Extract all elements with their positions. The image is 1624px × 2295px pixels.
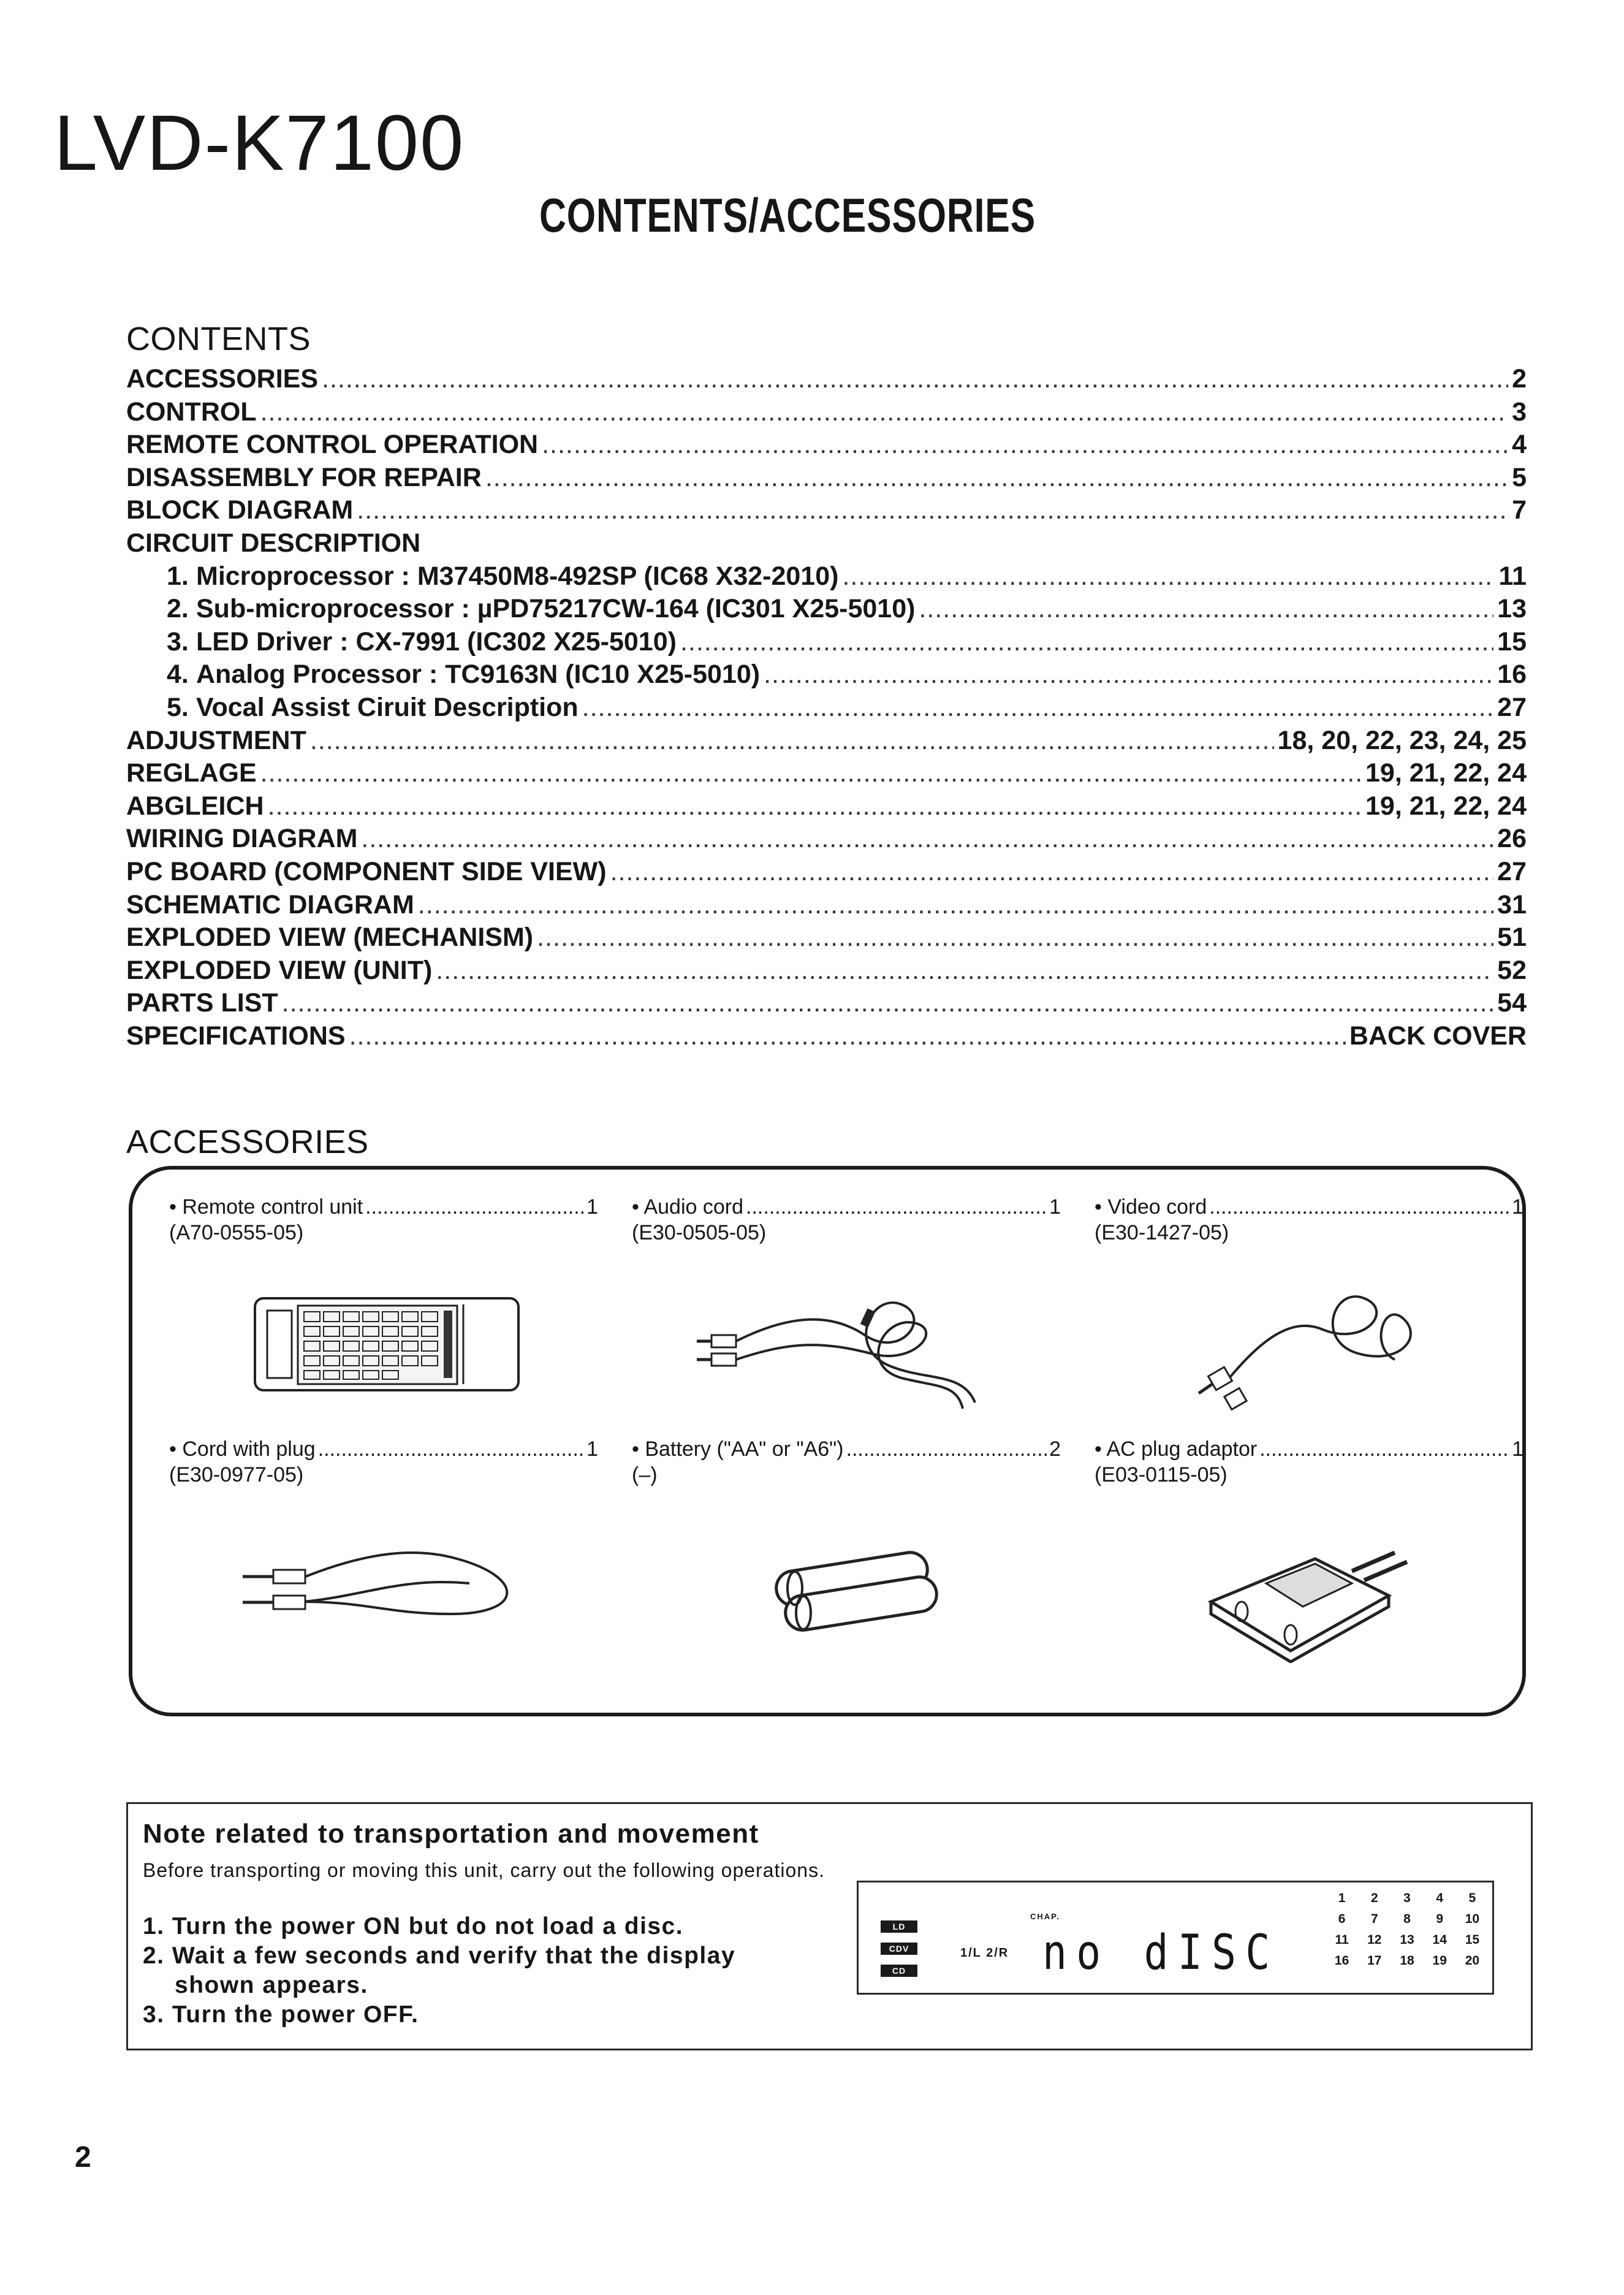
toc-subrow[interactable] — [126, 658, 1527, 691]
accessory-qty: 1 — [1512, 1437, 1523, 1461]
toc-row[interactable] — [126, 462, 1527, 495]
toc-page: 19, 21, 22, 24 — [1365, 758, 1527, 788]
page-number: 2 — [75, 2141, 91, 2174]
toc-label: ABGLEICH — [126, 791, 264, 821]
page-title: CONTENTS/ACCESSORIES — [539, 188, 1036, 242]
track-number: 16 — [1334, 1954, 1349, 1968]
note-step: 1. Turn the power ON but do not load a disc. — [143, 1913, 684, 1939]
toc-number: 4. — [167, 660, 189, 690]
toc-subrow[interactable] — [126, 560, 1527, 593]
toc-page: 27 — [1497, 692, 1527, 722]
toc-page: 54 — [1497, 988, 1527, 1018]
track-number: 2 — [1370, 1891, 1378, 1905]
track-number: 10 — [1465, 1912, 1480, 1926]
cord-with-plug-icon — [181, 1504, 586, 1663]
track-number: 1 — [1338, 1891, 1346, 1905]
toc-row[interactable] — [126, 987, 1527, 1020]
accessory-qty: 2 — [1049, 1437, 1061, 1461]
toc-page: 31 — [1497, 889, 1527, 919]
track-number: 12 — [1367, 1933, 1382, 1947]
toc-label: CIRCUIT DESCRIPTION — [126, 528, 421, 558]
accessory-qty: 1 — [586, 1437, 598, 1461]
toc-label: CONTROL — [126, 397, 257, 427]
toc-label: REMOTE CONTROL OPERATION — [126, 430, 539, 460]
contents-heading: CONTENTS — [126, 321, 311, 357]
note-step: 2. Wait a few seconds and verify that the display — [143, 1943, 736, 1969]
accessory-qty: 1 — [1049, 1195, 1061, 1219]
toc-number: 1. — [167, 561, 189, 591]
toc-label: SPECIFICATIONS — [126, 1021, 346, 1051]
model-name: LVD-K7100 — [54, 99, 465, 187]
toc-label: LED Driver : CX-7991 (IC302 X25-5010) — [196, 626, 677, 657]
toc-page: 15 — [1497, 626, 1527, 657]
note-title: Note related to transportation and movement — [143, 1819, 759, 1849]
accessory-qty: 1 — [586, 1195, 598, 1219]
battery-icon — [644, 1504, 1049, 1663]
accessory-part-number: (E30-0977-05) — [169, 1463, 304, 1486]
toc-row[interactable] — [126, 1020, 1527, 1053]
toc-row — [126, 527, 1527, 560]
display-message: no dISC — [1042, 1925, 1280, 1981]
track-number: 17 — [1367, 1954, 1382, 1968]
toc-page: 7 — [1512, 495, 1527, 525]
remote-control-icon — [181, 1262, 586, 1421]
track-number: 9 — [1436, 1912, 1444, 1926]
accessory-name: • Audio cord — [632, 1195, 744, 1219]
track-number: 7 — [1370, 1912, 1378, 1926]
accessory-cord-with-plug — [169, 1436, 598, 1675]
toc-label: Sub-microprocessor : µPD75217CW-164 (IC301 X25-5010) — [196, 594, 916, 624]
accessory-part-number: (A70-0555-05) — [169, 1221, 304, 1244]
toc-label: DISASSEMBLY FOR REPAIR — [126, 462, 482, 492]
track-number: 6 — [1338, 1912, 1346, 1926]
toc-row[interactable] — [126, 856, 1527, 889]
track-number: 5 — [1468, 1891, 1476, 1905]
accessory-battery — [632, 1436, 1061, 1675]
accessory-name: • AC plug adaptor — [1095, 1437, 1258, 1461]
note-intro: Before transporting or moving this unit, carry out the following operations. — [143, 1859, 825, 1881]
track-number: 13 — [1400, 1933, 1414, 1947]
toc-page: 3 — [1512, 397, 1527, 427]
toc-page: 13 — [1497, 594, 1527, 624]
toc-label: WIRING DIAGRAM — [126, 824, 358, 854]
toc-label: PC BOARD (COMPONENT SIDE VIEW) — [126, 856, 607, 886]
accessory-video-cord — [1095, 1194, 1523, 1433]
ld-indicator: LD — [881, 1920, 917, 1933]
accessory-part-number: (E30-0505-05) — [632, 1221, 767, 1244]
toc-row[interactable] — [126, 889, 1527, 922]
toc-page: 11 — [1498, 561, 1527, 591]
toc-page: 18, 20, 22, 23, 24, 25 — [1277, 725, 1527, 755]
track-number: 8 — [1403, 1912, 1411, 1926]
toc-row[interactable] — [126, 494, 1527, 527]
audio-cord-icon — [644, 1262, 1049, 1421]
accessory-part-number: (E30-1427-05) — [1095, 1221, 1229, 1244]
toc-label: BLOCK DIAGRAM — [126, 495, 354, 525]
track-number: 14 — [1432, 1933, 1447, 1947]
cdv-indicator: CDV — [881, 1943, 917, 1955]
toc-row[interactable] — [126, 725, 1527, 758]
toc-label: EXPLODED VIEW (MECHANISM) — [126, 923, 534, 953]
ac-plug-adaptor-icon — [1107, 1504, 1511, 1663]
accessory-audio-cord — [632, 1194, 1061, 1433]
note-step: 3. Turn the power OFF. — [143, 2001, 419, 2028]
toc-row[interactable] — [126, 954, 1527, 988]
accessory-ac-plug-adaptor — [1095, 1436, 1523, 1675]
track-number: 18 — [1400, 1954, 1414, 1968]
accessory-name: • Remote control unit — [169, 1195, 363, 1219]
toc-label: PARTS LIST — [126, 988, 278, 1018]
toc-label: Vocal Assist Ciruit Description — [196, 692, 579, 722]
toc-row[interactable] — [126, 428, 1527, 462]
channel-indicator: 1/L 2/R — [960, 1946, 1009, 1960]
toc-label: Analog Processor : TC9163N (IC10 X25-5010) — [196, 660, 761, 690]
accessory-name: • Video cord — [1095, 1195, 1207, 1219]
toc-page: 51 — [1497, 923, 1527, 953]
table-of-contents — [126, 363, 1527, 1052]
accessories-panel — [129, 1166, 1526, 1716]
toc-number: 5. — [167, 692, 189, 722]
track-number: 11 — [1335, 1933, 1349, 1947]
toc-row[interactable] — [126, 823, 1527, 856]
toc-subrow[interactable] — [126, 593, 1527, 626]
accessory-name: • Cord with plug — [169, 1437, 316, 1461]
track-number-grid — [1326, 1890, 1489, 1970]
chap-indicator: CHAP. — [1030, 1912, 1060, 1921]
toc-row[interactable] — [126, 363, 1527, 396]
accessory-qty: 1 — [1512, 1195, 1523, 1219]
toc-page: 52 — [1497, 955, 1527, 985]
toc-page: BACK COVER — [1349, 1021, 1527, 1051]
display-panel — [857, 1881, 1494, 1995]
track-number: 15 — [1465, 1933, 1480, 1947]
toc-page: 26 — [1497, 824, 1527, 854]
toc-page: 5 — [1512, 462, 1527, 492]
toc-label: SCHEMATIC DIAGRAM — [126, 889, 414, 919]
toc-label: ADJUSTMENT — [126, 725, 306, 755]
track-number: 4 — [1436, 1891, 1444, 1905]
note-step: shown appears. — [175, 1972, 368, 1998]
track-number: 19 — [1432, 1954, 1447, 1968]
toc-page: 4 — [1512, 430, 1527, 460]
toc-row[interactable] — [126, 757, 1527, 790]
toc-number: 2. — [167, 594, 189, 624]
toc-row[interactable] — [126, 921, 1527, 954]
toc-label: ACCESSORIES — [126, 364, 319, 394]
toc-subrow[interactable] — [126, 691, 1527, 725]
toc-page: 27 — [1497, 856, 1527, 886]
accessory-part-number: (E03-0115-05) — [1095, 1463, 1227, 1486]
cd-indicator: CD — [881, 1965, 917, 1977]
toc-subrow[interactable] — [126, 626, 1527, 659]
video-cord-icon — [1107, 1262, 1511, 1421]
track-number: 3 — [1403, 1891, 1411, 1905]
toc-page: 2 — [1512, 364, 1527, 394]
toc-label: REGLAGE — [126, 758, 257, 788]
toc-page: 19, 21, 22, 24 — [1365, 791, 1527, 821]
accessory-remote-control — [169, 1194, 598, 1433]
accessory-name: • Battery ("AA" or "A6") — [632, 1437, 844, 1461]
toc-row[interactable] — [126, 790, 1527, 823]
accessories-heading: ACCESSORIES — [126, 1124, 369, 1160]
toc-label: EXPLODED VIEW (UNIT) — [126, 955, 433, 985]
toc-row[interactable] — [126, 396, 1527, 429]
toc-number: 3. — [167, 626, 189, 657]
track-number: 20 — [1465, 1954, 1480, 1968]
toc-label: Microprocessor : M37450M8-492SP (IC68 X32-2010) — [196, 561, 839, 591]
accessory-part-number: (–) — [632, 1463, 658, 1486]
toc-page: 16 — [1497, 660, 1527, 690]
